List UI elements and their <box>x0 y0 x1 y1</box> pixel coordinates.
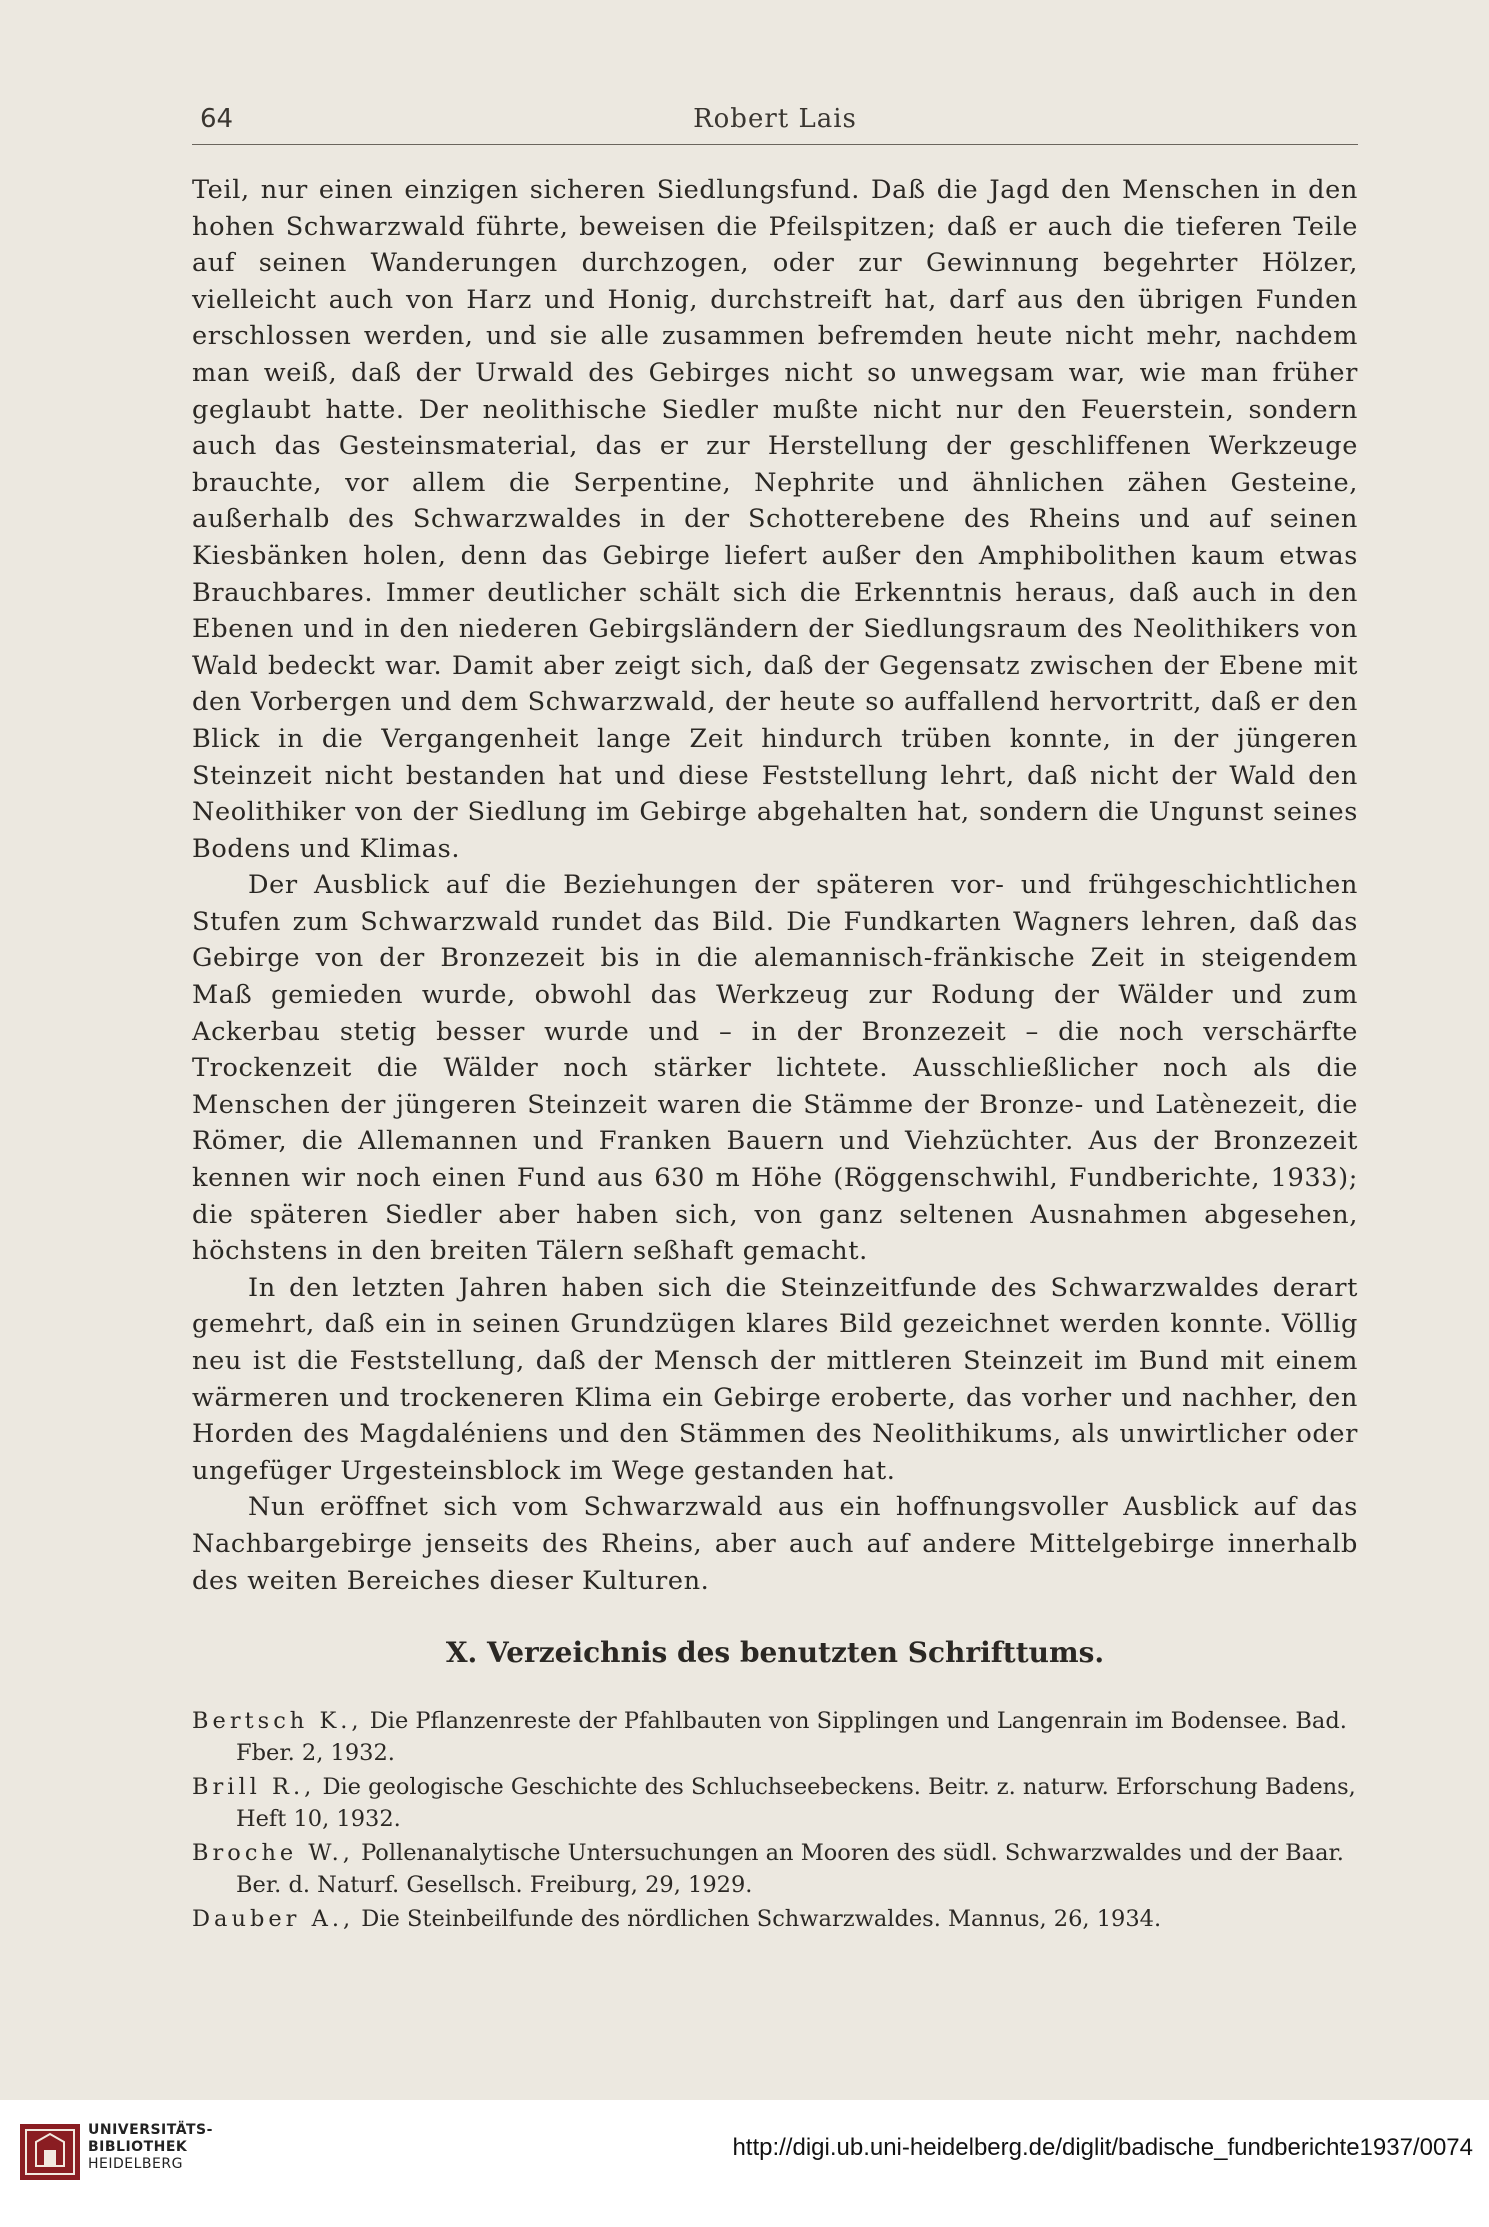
page-header <box>192 104 1358 145</box>
section-title: X. Verzeichnis des benutzten Schrifttums. <box>445 1636 1105 1669</box>
permalink-url[interactable]: http://digi.ub.uni-heidelberg.de/diglit/badische_fundberichte1937/0074 <box>732 2134 1473 2161</box>
paragraph: In den letzten Jahren haben sich die Steinzeitfunde des Schwarzwaldes derart gemehrt, daß ein in seinen Grundzügen klares Bild gezeichnet werden konnte. Völlig neu ist die Feststellung, daß der Mensch der mittleren Steinzeit im Bund mit einem wärmeren und trockeneren Klima ein Gebirge eroberte, das vorher und nachher, den Horden des Magdaléniens und den Stämmen des Neolithikums, als unwirtlicher oder ungefüger Urgesteinsblock im Wege gestanden hat. <box>192 1272 1358 1486</box>
library-seal-icon <box>18 2122 82 2182</box>
reference-item <box>192 1838 1358 1901</box>
reference-author: Bertsch K., <box>192 1708 363 1734</box>
library-name: UNIVERSITÄTS- BIBLIOTHEK HEIDELBERG <box>88 2122 213 2172</box>
paragraph: Der Ausblick auf die Beziehungen der späteren vor- und frühgeschichtlichen Stufen zum Schwarzwald rundet das Bild. Die Fundkarten Wagners lehren, daß das Gebirge von der Bronzezeit bis in die alemannisch-fränkische Zeit in steigendem Maß gemieden wurde, obwohl das Werkzeug zur Rodung der Wälder und zum Ackerbau stetig besser wurde und – in der Bronzezeit – die noch verschärfte Trockenzeit die Wälder noch stärker lichtete. Ausschließlicher noch als die Menschen der jüngeren Steinzeit waren die Stämme der Bronze- und Latènezeit, die Römer, die Allemannen und Franken Bauern und Viehzüchter. Aus der Bronzezeit kennen wir noch einen Fund aus 630 m Höhe (Röggenschwihl, Fundberichte, 1933); die späteren Siedler aber haben sich, von ganz seltenen Ausnahmen abgesehen, höchstens in den breiten Tälern seßhaft gemacht. <box>192 870 1358 1267</box>
body-text <box>192 172 1358 1599</box>
reference-author: Brill R., <box>192 1774 316 1800</box>
reference-item <box>192 1772 1358 1835</box>
reference-author: Broche W., <box>192 1840 354 1866</box>
reference-text: Pollenanalytische Untersuchungen an Mooren des südl. Schwarzwaldes und der Baar. Ber. d. Naturf. Gesellsch. Freiburg, 29, 1929. <box>236 1840 1344 1898</box>
reference-author: Dauber A., <box>192 1906 355 1932</box>
reference-text: Die geologische Geschichte des Schluchseebeckens. Beitr. z. naturw. Erforschung Badens, Heft 10, 1932. <box>236 1774 1356 1832</box>
reference-item <box>192 1904 1358 1936</box>
running-head: Robert Lais <box>693 104 857 134</box>
paragraph: Nun eröffnet sich vom Schwarzwald aus ein hoffnungsvoller Ausblick auf das Nachbargebirge jenseits des Rheins, aber auch auf andere Mittelgebirge innerhalb des weiten Bereiches dieser Kulturen. <box>192 1492 1358 1596</box>
page-number: 64 <box>200 104 234 134</box>
footer-bar <box>0 2100 1489 2227</box>
paragraph: Teil, nur einen einzigen sicheren Siedlungsfund. Daß die Jagd den Menschen in den hohen Schwarzwald führte, beweisen die Pfeilspitzen; daß er auch die tieferen Teile auf seinen Wanderungen durchzogen, oder zur Gewinnung begehrter Hölzer, vielleicht auch von Harz und Honig, durchstreift hat, darf aus den übrigen Funden erschlossen werden, und sie alle zusammen befremden heute nicht mehr, nachdem man weiß, daß der Urwald des Gebirges nicht so unwegsam war, wie man früher geglaubt hatte. Der neolithische Siedler mußte nicht nur den Feuerstein, sondern auch das Gesteinsmaterial, das er zur Herstellung der geschliffenen Werkzeuge brauchte, vor allem die Serpentine, Nephrite und ähnlichen zähen Gesteine, außerhalb des Schwarzwaldes in der Schotterebene des Rheins und auf seinen Kiesbänken holen, denn das Gebirge liefert außer den Amphibolithen kaum etwas Brauchbares. Immer deutlicher schält sich die Erkenntnis heraus, daß auch in den Ebenen und in den niederen Gebirgsländern der Siedlungsraum des Neolithikers von Wald bedeckt war. Damit aber zeigt sich, daß der Gegensatz zwischen der Ebene mit den Vorbergen und dem Schwarzwald, der heute so auffallend hervortritt, daß er den Blick in die Vergangenheit lange Zeit hindurch trüben konnte, in der jüngeren Steinzeit nicht bestanden hat und diese Feststellung lehrt, daß nicht der Wald den Neolithiker von der Siedlung im Gebirge abgehalten hat, sondern die Ungunst seines Bodens und Klimas. <box>192 175 1358 864</box>
reference-text: Die Pflanzenreste der Pfahlbauten von Sipplingen und Langenrain im Bodensee. Bad. Fber. 2, 1932. <box>236 1708 1347 1766</box>
reference-list <box>192 1706 1358 1939</box>
reference-item <box>192 1706 1358 1769</box>
reference-text: Die Steinbeilfunde des nördlichen Schwarzwaldes. Mannus, 26, 1934. <box>361 1906 1162 1932</box>
